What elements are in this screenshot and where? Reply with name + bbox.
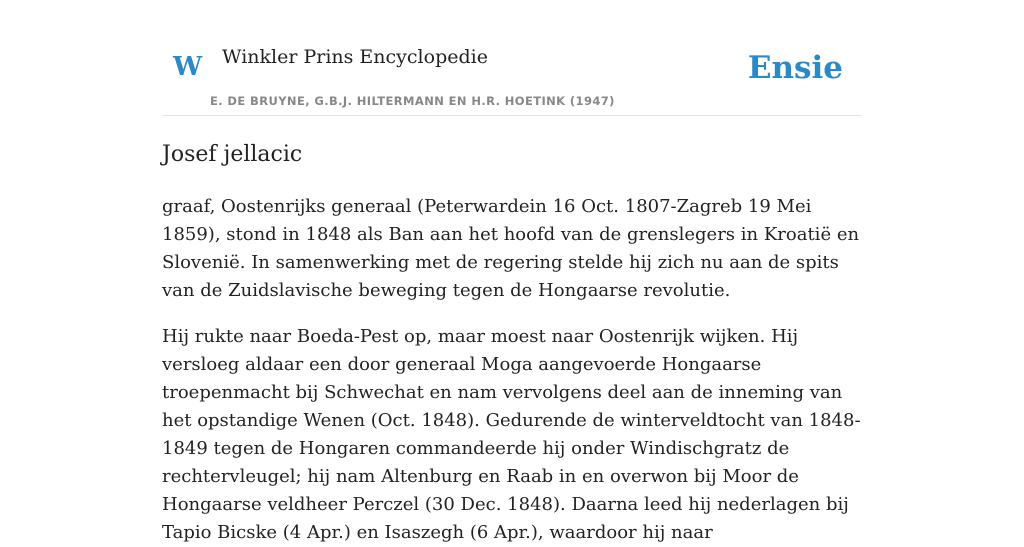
article-body <box>162 193 862 547</box>
publication-authors: E. DE BRUYNE, G.B.J. HILTERMANN EN H.R. HOETINK (1947) <box>210 94 615 108</box>
winkler-prins-logo[interactable]: W <box>173 52 203 82</box>
page <box>162 0 862 547</box>
article-paragraph: graaf, Oostenrijks generaal (Peterwardein 16 Oct. 1807-Zagreb 19 Mei 1859), stond in 1848 als Ban aan het hoofd van de grenslegers in Kroatië en Slovenië. In samenwerking met de regering stelde hij zich nu aan de spits van de Zuidslavische beweging tegen de Hongaarse revolutie. <box>162 196 860 301</box>
article-title: Josef jellacic <box>162 142 303 167</box>
article-paragraph: Hij rukte naar Boeda-Pest op, maar moest naar Oostenrijk wijken. Hij versloeg aldaar een door generaal Moga aangevoerde Hongaarse troepenmacht bij Schwechat en nam vervolgens deel aan de inneming van het opstandige Wenen (Oct. 1848). Gedurende de winterveldtocht van 1848-1849 tegen de Hongaren commandeerde hij onder Windischgratz de rechtervleugel; hij nam Altenburg en Raab in en overwon bij Moor de Hongaarse veldheer Perczel (30 Dec. 1848). Daarna leed hij nederlagen bij Tapio Bicske (4 Apr.) en Isaszegh (6 Apr.), waardoor hij naar <box>162 326 861 543</box>
ensie-logo-link[interactable]: Ensie <box>747 50 843 86</box>
site-header <box>162 44 862 116</box>
publication-title[interactable]: Winkler Prins Encyclopedie <box>222 46 488 68</box>
